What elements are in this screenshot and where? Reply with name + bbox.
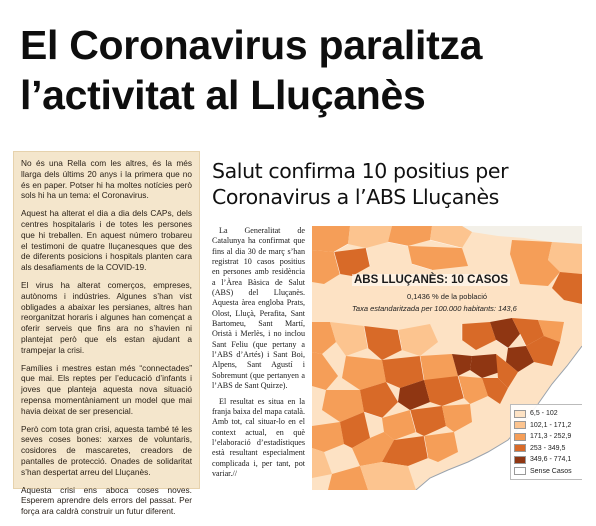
map-population-pct: 0,1436 % de la població xyxy=(407,292,488,301)
legend-swatch xyxy=(514,467,526,475)
legend-item xyxy=(514,466,582,478)
sidebar-paragraph: Però com tota gran crisi, aquesta també té les seves coses bones: xarxes de voluntaris, cosidores de mascaretes, creadors de pantalles de protecció. Onades de solidaritat s’han despertat arreu del Lluçanès. xyxy=(21,423,192,477)
map-rate: Taxa estandaritzada per 100.000 habitants: 143,6 xyxy=(352,304,517,313)
legend-item xyxy=(514,443,582,455)
map-title: ABS LLUÇANÈS: 10 CASOS xyxy=(354,274,508,286)
article-paragraph: La Generalitat de Catalunya ha confirmat que fins al dia 30 de març s’han registrat 10 casos positius en persones amb residència a l’Àrea Bàsica de Salut (ABS) del Lluçanès. Aquesta àrea engloba Prats, Olost, Lluçà, Perafita, Sant Bartomeu, Sant Martí, Oristà i Merlès, i no inclou Sant Feliu (que pertany a l’ABS d’Artés) i Sant Boi, Alpens, Sant Agustí i Sobremunt (que pertanyen a l’ABS de Sant Quirze). xyxy=(212,226,305,391)
legend-label: 6,5 - 102 xyxy=(530,410,558,418)
legend-item xyxy=(514,431,582,443)
region-patch xyxy=(360,462,416,490)
catalonia-cases-map xyxy=(312,226,582,490)
legend-label: 253 - 349,5 xyxy=(530,444,566,452)
legend-item xyxy=(514,454,582,466)
legend-label: 349,6 - 774,1 xyxy=(530,456,572,464)
legend-swatch xyxy=(514,433,526,441)
legend-item xyxy=(514,420,582,432)
sidebar-paragraph: Aquesta crisi ens aboca coses noves. Esperem aprendre dels errors del passat. Per força ara caldrà construir un futur diferent. xyxy=(21,484,192,517)
sidebar-paragraph: Famílies i mestres estan més “connectades” que mai. Els reptes per l’educació d’infants i joves que planteja aquesta nova situació repensa momentàniament un model que mai havia deixat de ser presencial. xyxy=(21,362,192,416)
legend-label: 102,1 - 171,2 xyxy=(530,421,572,429)
legend-swatch xyxy=(514,410,526,418)
map-legend xyxy=(510,404,582,480)
article-paragraph: El resultat es situa en la franja baixa del mapa català. Amb tot, cal situar-lo en el context actual, en què l’elaboració d’estadístiques està resultant especialment complicada i, per tant, pot variar.// xyxy=(212,396,305,478)
sidebar-paragraph: No és una Rella com les altres, és la més llarga dels últims 20 anys i la primera que no és en paper. Potser hi ha moltes notícies però sols hi ha un tema: el Coronavirus. xyxy=(21,158,192,201)
subhead-line-1: Salut confirma 10 positius per xyxy=(212,159,509,183)
article-subheadline xyxy=(212,158,592,210)
sidebar-paragraph: Aquest ha alterat el dia a dia dels CAPs, dels centres hospitalaris i de totes les persones que hi treballen. En aquest número trobareu el testimoni de quatre lluçanesques que des de diferents posicions i hospitals planten cara als desafiaments de la COVID-19. xyxy=(21,208,192,273)
legend-swatch xyxy=(514,444,526,452)
legend-label: 171,3 - 252,9 xyxy=(530,433,572,441)
subhead-line-2: Coronavirus a l’ABS Lluçanès xyxy=(212,185,499,209)
sidebar-paragraph: El virus ha alterat comerços, empreses, autònoms i indústries. Algunes s’han vist obligades a abaixar les persianes, altres han reorganitzat horaris i algunes han començat a oferir serveis que fins ara no s’havien ni plantejat però que els estan ajudant a trampejar la crisi. xyxy=(21,279,192,355)
legend-swatch xyxy=(514,456,526,464)
legend-item xyxy=(514,408,582,420)
legend-label: Sense Casos xyxy=(530,467,572,475)
headline xyxy=(20,20,580,120)
article-body xyxy=(212,226,305,484)
headline-line-2: l’activitat al Lluçanès xyxy=(20,72,426,118)
legend-swatch xyxy=(514,421,526,429)
intro-sidebar xyxy=(13,151,200,517)
headline-line-1: El Coronavirus paralitza xyxy=(20,22,483,68)
